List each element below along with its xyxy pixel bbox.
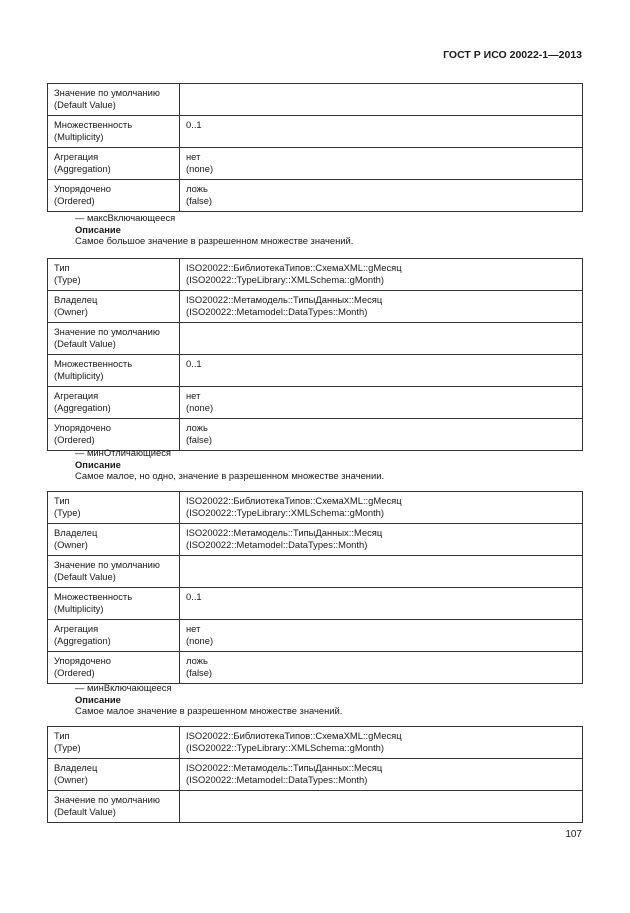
description-heading: Описание (75, 223, 121, 235)
property-value-cell: нет (none) (180, 387, 583, 419)
attribute-section-max-inclusive (75, 212, 353, 247)
property-name-cell: Агрегация (Aggregation) (48, 620, 180, 652)
property-value-cell: ISO20022::Метамодель::ТипыДанных::Месяц (ISO20022::Metamodel::DataTypes::Month) (180, 759, 583, 791)
property-value-cell: ISO20022::Метамодель::ТипыДанных::Месяц (ISO20022::Metamodel::DataTypes::Month) (180, 291, 583, 323)
property-value-cell: ложь (false) (180, 652, 583, 684)
property-name-cell: Множественность (Multiplicity) (48, 116, 180, 148)
property-name-cell: Значение по умолчанию (Default Value) (48, 84, 180, 116)
property-value-cell: 0..1 (180, 116, 583, 148)
attribute-table-1 (47, 83, 583, 212)
description-heading: Описание (75, 693, 121, 705)
property-name-cell: Агрегация (Aggregation) (48, 387, 180, 419)
property-name-cell: Значение по умолчанию (Default Value) (48, 556, 180, 588)
property-value-cell: ISO20022::БиблиотекаТипов::СхемаXML::gМесяц (ISO20022::TypeLibrary::XMLSchema::gMonth) (180, 727, 583, 759)
property-name-cell: Упорядочено (Ordered) (48, 419, 180, 451)
property-value-cell (180, 323, 583, 355)
table-row (48, 492, 583, 524)
attribute-name: — максВключающееся (75, 212, 176, 223)
property-name-cell: Тип (Type) (48, 727, 180, 759)
description-text: Самое большое значение в разрешенном множестве значений. (75, 235, 354, 246)
property-name-cell: Владелец (Owner) (48, 759, 180, 791)
table-row (48, 387, 583, 419)
table-row (48, 355, 583, 387)
table-row (48, 84, 583, 116)
property-value-cell (180, 84, 583, 116)
property-value-cell: 0..1 (180, 588, 583, 620)
property-name-cell: Владелец (Owner) (48, 524, 180, 556)
property-name-cell: Значение по умолчанию (Default Value) (48, 323, 180, 355)
table-row (48, 259, 583, 291)
property-name-cell: Множественность (Multiplicity) (48, 588, 180, 620)
description-text: Самое малое, но одно, значение в разрешенном множестве значении. (75, 470, 385, 481)
property-value-cell: ISO20022::БиблиотекаТипов::СхемаXML::gМесяц (ISO20022::TypeLibrary::XMLSchema::gMonth) (180, 259, 583, 291)
attribute-name: — минВключающееся (75, 682, 172, 693)
property-name-cell: Упорядочено (Ordered) (48, 652, 180, 684)
property-value-cell (180, 556, 583, 588)
property-value-cell: ложь (false) (180, 419, 583, 451)
property-value-cell: ISO20022::Метамодель::ТипыДанных::Месяц (ISO20022::Metamodel::DataTypes::Month) (180, 524, 583, 556)
table-row (48, 759, 583, 791)
property-value-cell: нет (none) (180, 620, 583, 652)
attribute-section-min-exclusive (75, 447, 384, 482)
table-row (48, 291, 583, 323)
property-name-cell: Владелец (Owner) (48, 291, 180, 323)
property-name-cell: Множественность (Multiplicity) (48, 355, 180, 387)
table-row (48, 323, 583, 355)
attribute-table-4 (47, 726, 583, 823)
description-text: Самое малое значение в разрешенном множестве значений. (75, 705, 343, 716)
table-row (48, 148, 583, 180)
table-row (48, 791, 583, 823)
property-value-cell: ISO20022::БиблиотекаТипов::СхемаXML::gМесяц (ISO20022::TypeLibrary::XMLSchema::gMonth) (180, 492, 583, 524)
table-row (48, 620, 583, 652)
table-row (48, 556, 583, 588)
property-name-cell: Агрегация (Aggregation) (48, 148, 180, 180)
table-row (48, 652, 583, 684)
attribute-table-2 (47, 258, 583, 451)
table-row (48, 524, 583, 556)
property-value-cell: нет (none) (180, 148, 583, 180)
property-value-cell: ложь (false) (180, 180, 583, 212)
attribute-table-3 (47, 491, 583, 684)
description-heading: Описание (75, 458, 121, 470)
table-row (48, 588, 583, 620)
table-row (48, 116, 583, 148)
document-standard-header: ГОСТ Р ИСО 20022-1—2013 (443, 49, 582, 61)
attribute-section-min-inclusive (75, 682, 342, 717)
property-name-cell: Значение по умолчанию (Default Value) (48, 791, 180, 823)
property-name-cell: Упорядочено (Ordered) (48, 180, 180, 212)
table-row (48, 727, 583, 759)
table-row (48, 419, 583, 451)
attribute-name: — минОтличающиеся (75, 447, 171, 458)
property-name-cell: Тип (Type) (48, 492, 180, 524)
page-number: 107 (565, 829, 582, 840)
property-value-cell: 0..1 (180, 355, 583, 387)
property-name-cell: Тип (Type) (48, 259, 180, 291)
table-row (48, 180, 583, 212)
property-value-cell (180, 791, 583, 823)
